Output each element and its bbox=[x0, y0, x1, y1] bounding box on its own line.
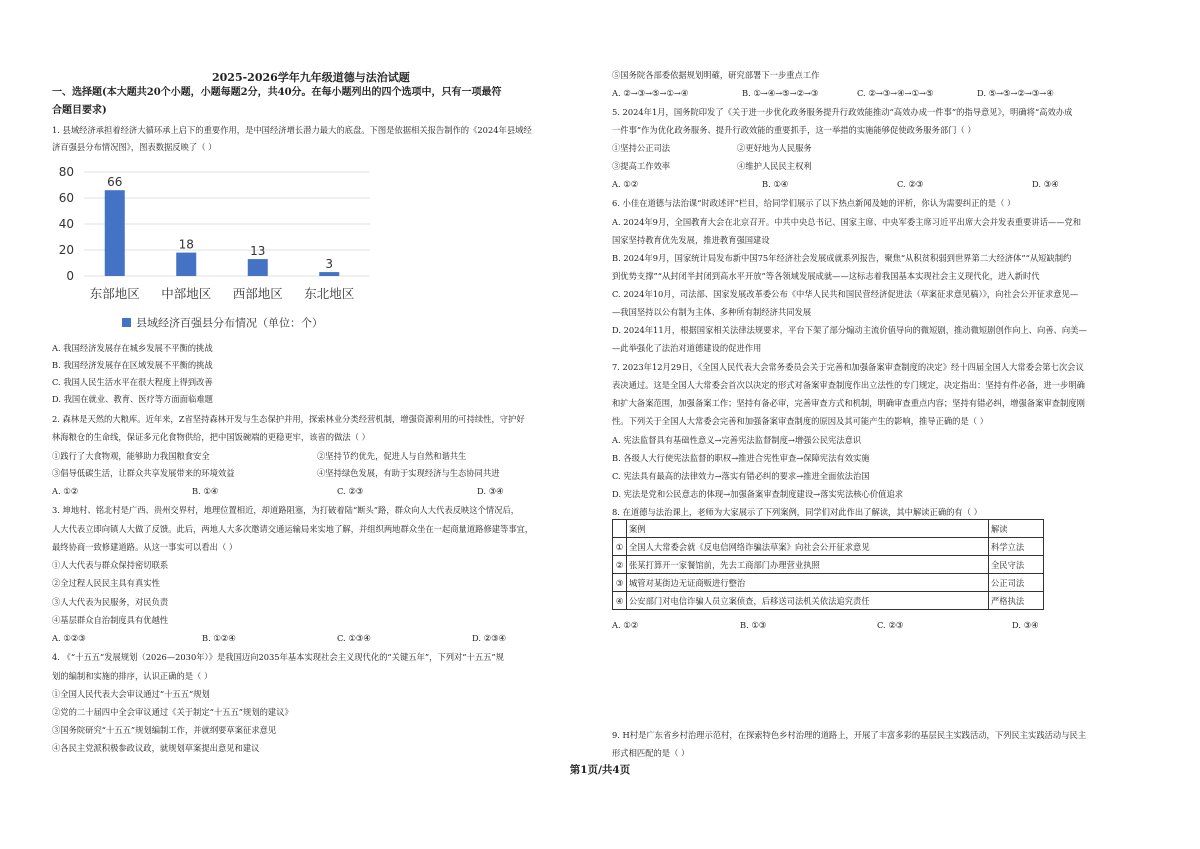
y-tick-label: 0 bbox=[66, 269, 74, 283]
q7-stem: 和扩大备案范围，加强备案工作；坚持有备必审，完善审查方式和机制，明确审查重点内容；坚持有错必纠，增强备案审查制度刚 bbox=[612, 398, 1085, 408]
q7-option-c: C. 宪法具有最高的法律效力→落实有错必纠的要求→推进全面依法治国 bbox=[612, 471, 870, 481]
bar-data-label: 66 bbox=[107, 175, 123, 190]
table-cell: ④ bbox=[613, 592, 627, 610]
q5-option-b: B. ①④ bbox=[762, 179, 789, 189]
section-heading: 一、选择题(本大题共20个小题，小题每题2分，共40分。在每小题列出的四个选项中，只有一项最符 bbox=[52, 87, 502, 98]
table-cell: 全国人大常委会就《反电信网络诈骗法草案》向社会公开征求意见 bbox=[627, 538, 989, 556]
q2-stem: 2. 森林是天然的大粮库。近年来，Z省坚持森林开发与生态保护并用，探索林业分类经营机制，增强资源利用的可持续性，守护好 bbox=[52, 414, 525, 424]
y-tick-label: 60 bbox=[58, 191, 74, 205]
q3-stem: 人大代表立即向镇人大做了反馈。此后，两地人大多次邀请交通运输局来实地了解，并组织两地群众坐在一起商量道路修建等事宜， bbox=[52, 524, 534, 534]
q4-option-a: A. ②→③→⑤→①→④ bbox=[612, 88, 689, 98]
q7-option-b: B. 各级人大行使宪法监督的职权→推进合宪性审查→保障宪法有效实施 bbox=[612, 453, 870, 463]
q4-item-1: ①全国人民代表大会审议通过“十五五”规划 bbox=[52, 689, 210, 699]
q3-option-a: A. ①②③ bbox=[52, 633, 86, 643]
q1-option-c: C. 我国人民生活水平在很大程度上得到改善 bbox=[52, 377, 213, 387]
page-number: 第1页/共4页 bbox=[569, 764, 631, 776]
bar-data-label: 18 bbox=[178, 237, 194, 252]
q3-option-b: B. ①②④ bbox=[202, 633, 236, 643]
q3-stem: 3. 坤地村、铭北村是广西、贵州交界村，地理位置相近，却道路阻塞，为打破着陆“断头”路，群众向人大代表反映这个情况后， bbox=[52, 505, 520, 515]
table-cell: 科学立法 bbox=[989, 538, 1044, 556]
q6-option-a-cont: 国家坚持教育优先发展，推进教育强国建设 bbox=[612, 235, 770, 245]
q7-option-a: A. 宪法监督具有基础性意义→完善宪法监督制度→增强公民宪法意识 bbox=[612, 435, 862, 445]
q6-option-c: C. 2024年10月，司法部、国家发展改革委公布《中华人民共和国民营经济促进法（草案征求意见稿）》，向社会公开征求意见— bbox=[612, 289, 1079, 299]
q2-item-4: ④坚持绿色发展，有助于实现经济与生态协同共进 bbox=[317, 468, 500, 478]
q5-option-a: A. ①② bbox=[612, 179, 639, 189]
q3-item-3: ③人大代表为民服务，对民负责 bbox=[52, 597, 169, 607]
legend-label: 县域经济百强县分布情况（单位：个） bbox=[136, 316, 323, 330]
q4-item-5: ⑤国务院各部委依据规划明確，研究部署下一步重点工作 bbox=[612, 70, 820, 80]
q4-option-b: B. ①→④→⑤→②→③ bbox=[742, 88, 819, 98]
q7-stem: 7. 2023年12月29日，《全国人民代表大会常务委员会关于完善和加强备案审查制度的决定》经十四届全国人大常委会第七次会议 bbox=[612, 362, 1084, 372]
bar-chart bbox=[52, 158, 372, 338]
x-tick-label: 东北地区 bbox=[304, 286, 355, 301]
q1-stem: 1. 县域经济承担着经济大循环承上启下的重要作用，是中国经济增长潜力最大的底盘。下图是依据相关报告制作的《2024年县域经 bbox=[52, 125, 532, 135]
y-tick-label: 20 bbox=[58, 243, 74, 257]
table-cell: ③ bbox=[613, 574, 627, 592]
q5-stem: 5. 2024年1月，国务院印发了《关于进一步优化政务服务提升行政效能推动“高效办成一件事”的指导意见》，明确将“高效办成 bbox=[612, 107, 1073, 117]
q5-item-4: ④维护人民民主权利 bbox=[737, 161, 812, 171]
table-cell: 公正司法 bbox=[989, 574, 1044, 592]
table-cell: 公安部门对电信诈骗人员立案侦查，后移送司法机关依法追究责任 bbox=[627, 592, 989, 610]
bar bbox=[248, 259, 268, 276]
bar bbox=[319, 272, 339, 276]
q6-option-c-cont: —我国坚持以公有制为主体、多种所有制经济共同发展 bbox=[612, 307, 812, 317]
q3-item-2: ②全过程人民民主具有真实性 bbox=[52, 578, 160, 588]
q8-stem: 8. 在道德与法治课上，老师为大家展示了下列案例，同学们对此作出了解读，其中解读正确的有（ ） bbox=[612, 507, 982, 517]
q3-item-4: ④基层群众自治制度具有优越性 bbox=[52, 615, 169, 625]
q3-stem: 最终协商一致修建道路。从这一事实可以看出（ ） bbox=[52, 542, 238, 552]
x-tick-label: 中部地区 bbox=[161, 286, 212, 301]
q5-item-1: ①坚持公正司法 bbox=[612, 143, 671, 153]
table-cell: 城管对某街边无证商贩进行整治 bbox=[627, 574, 989, 592]
table-header-row bbox=[613, 520, 1044, 538]
q6-option-d: D. 2024年11月，根据国家相关法律法规要求，平台下架了部分煽动主流价值导向的微短剧，推动微短剧创作向上、向善、向美— bbox=[612, 325, 1087, 335]
q2-option-d: D. ③④ bbox=[477, 486, 504, 496]
q5-stem: 一件事”作为优化政务服务、提升行政效能的重要抓手，这一举措的实施能够促使政务服务部门（ ） bbox=[612, 125, 976, 135]
section-heading-cont: 合题目要求) bbox=[52, 105, 107, 116]
table-cell bbox=[613, 520, 627, 538]
q1-option-a: A. 我国经济发展存在城乡发展不平衡的挑战 bbox=[52, 343, 213, 353]
table-row bbox=[613, 556, 1044, 574]
q6-option-b: B. 2024年9月，国家统计局发布新中国75年经济社会发展成就系列报告，聚焦“从积贫积弱到世界第二大经济体”“从短缺制约 bbox=[612, 253, 1072, 263]
q4-stem: 划的编制和实施的排序，认识正确的是（ ） bbox=[52, 671, 213, 681]
table-cell: ① bbox=[613, 538, 627, 556]
q2-item-3: ③倡导低碳生活，让群众共享发展带来的环境效益 bbox=[52, 468, 235, 478]
q3-item-1: ①人大代表与群众保持密切联系 bbox=[52, 560, 169, 570]
y-tick-label: 40 bbox=[58, 217, 74, 231]
q1-option-b: B. 我国经济发展存在区域发展不平衡的挑战 bbox=[52, 360, 213, 370]
x-tick-label: 东部地区 bbox=[89, 286, 140, 301]
q4-item-3: ③国务院研究“十五五”规划编制工作，并就纲要草案征求意见 bbox=[52, 725, 277, 735]
table-cell: 严格执法 bbox=[989, 592, 1044, 610]
bar bbox=[176, 253, 196, 276]
q2-item-2: ②坚持节约优先，促进人与自然和谐共生 bbox=[317, 451, 467, 461]
q5-item-2: ②更好地为人民服务 bbox=[737, 143, 812, 153]
q5-option-c: C. ②③ bbox=[897, 179, 924, 189]
q8-case-table bbox=[612, 519, 1044, 610]
q1-option-d: D. 我国在就业、教育、医疗等方面面临难题 bbox=[52, 394, 213, 404]
q4-item-4: ④各民主党派积极参政议政，就规划草案提出意见和建议 bbox=[52, 743, 260, 753]
q5-option-d: D. ③④ bbox=[1032, 179, 1059, 189]
q7-stem: 表决通过。这是全国人大常委会首次以决定的形式对备案审查制度作出立法性的专门规定，决定指出：坚持有件必备，进一步明确 bbox=[612, 380, 1085, 390]
x-tick-label: 西部地区 bbox=[232, 286, 283, 301]
q2-option-b: B. ①④ bbox=[192, 486, 219, 496]
q1-stem: 济百强县分布情况图》，图表数据反映了（ ） bbox=[52, 142, 217, 152]
table-cell: 张某打算开一家餐馆前，先去工商部门办理营业执照 bbox=[627, 556, 989, 574]
table-row bbox=[613, 592, 1044, 610]
q7-stem: 性。下列关于全国人大常委会完善和加强备案审查制度的原因及其可能产生的影响，推导正确的是（ ） bbox=[612, 416, 989, 426]
table-cell: 全民守法 bbox=[989, 556, 1044, 574]
q4-item-2: ②党的二十届四中全会审议通过《关于制定“十五五”规划的建议》 bbox=[52, 707, 293, 717]
bar bbox=[105, 190, 125, 276]
q6-option-d-cont: —此举强化了法治对道德建设的促进作用 bbox=[612, 343, 762, 353]
table-row bbox=[613, 538, 1044, 556]
q2-option-a: A. ①② bbox=[52, 486, 79, 496]
q4-stem: 4. 《“十五五”发展规划（2026—2030年）》是我国迈向2035年基本实现社会主义现代化的“关键五年”，下列对“十五五”规 bbox=[52, 652, 504, 662]
y-tick-label: 80 bbox=[58, 165, 74, 179]
q2-item-1: ①践行了大食物观，能够助力我国粮食安全 bbox=[52, 451, 210, 461]
q4-option-c: C. ②→③→④→①→⑤ bbox=[857, 88, 934, 98]
q9-stem: 形式相匹配的是（ ） bbox=[612, 748, 690, 758]
q8-option-b: B. ①③ bbox=[740, 620, 767, 630]
q2-stem: 林海粮仓的生命线，保证多元化食物供给，把中国饭碗端的更稳更牢，该省的做法（ ） bbox=[52, 432, 370, 442]
q4-option-d: D. ⑤→⑤→②→③→④ bbox=[977, 88, 1054, 98]
q8-option-c: C. ②③ bbox=[877, 620, 904, 630]
q8-option-d: D. ③④ bbox=[1012, 620, 1039, 630]
q3-option-c: C. ①③④ bbox=[337, 633, 371, 643]
q6-stem: 6. 小佳在道德与法治课“时政述评”栏目，给同学们展示了以下热点新闻及她的评析，你认为需要纠正的是（ ） bbox=[612, 198, 1016, 208]
q5-item-3: ③提高工作效率 bbox=[612, 161, 671, 171]
q3-option-d: D. ②③④ bbox=[472, 633, 506, 643]
q7-option-d: D. 宪法是党和公民意志的体现→加强备案审查制度建设→落实宪法核心价值追求 bbox=[612, 489, 904, 499]
legend-swatch bbox=[122, 318, 131, 327]
q8-option-a: A. ①② bbox=[612, 620, 639, 630]
table-header-case: 案例 bbox=[627, 520, 989, 538]
q6-option-b-cont: 到优势支撑”“从封闭半封闭到高水平开放”等各领域发展成就——这标志着我国基本实现社会主义现代化，进入新时代 bbox=[612, 271, 1040, 281]
table-row bbox=[613, 574, 1044, 592]
q2-option-c: C. ②③ bbox=[337, 486, 364, 496]
table-cell: ② bbox=[613, 556, 627, 574]
table-header-reading: 解读 bbox=[989, 520, 1044, 538]
q9-stem: 9. H村是广东省乡村治理示范村，在探索特色乡村治理的道路上，开展了丰富多彩的基层民主实践活动，下列民主实践活动与民主 bbox=[612, 730, 1087, 740]
bar-data-label: 3 bbox=[325, 257, 334, 272]
exam-title: 2025-2026学年九年级道德与法治试题 bbox=[212, 71, 410, 84]
q6-option-a: A. 2024年9月，全国教育大会在北京召开。中共中央总书记、国家主席、中央军委主席习近平出席大会并发表重要讲话——党和 bbox=[612, 217, 1082, 227]
bar-data-label: 13 bbox=[250, 244, 266, 259]
